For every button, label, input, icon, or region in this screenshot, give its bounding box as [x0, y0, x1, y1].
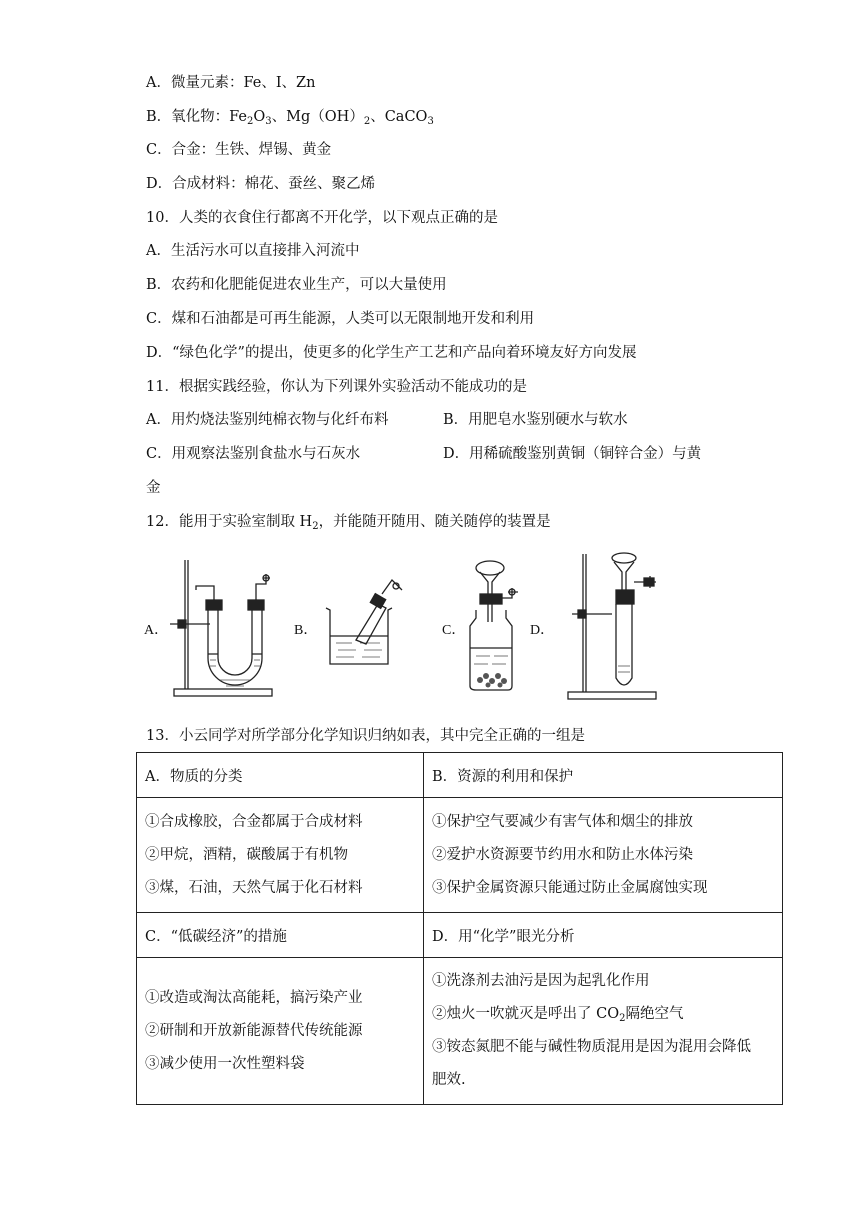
table-header-a: A．物质的分类 [137, 753, 424, 798]
q11-option-a: A．用灼烧法鉴别纯棉衣物与化纤布料 [146, 412, 389, 428]
label-b: B． [294, 623, 318, 638]
table-cell-b [424, 798, 783, 913]
list-item: ②研制和开放新能源替代传统能源 [145, 1022, 363, 1039]
q11-stem: 11．根据实践经验，你认为下列课外实验活动不能成功的是 [146, 379, 527, 395]
list-item: ③煤，石油，天然气属于化石材料 [145, 879, 363, 896]
list-item: ①洗涤剂去油污是因为起乳化作用 [432, 973, 650, 989]
table-cell-a [137, 798, 424, 913]
list-item: ③保护金属资源只能通过防止金属腐蚀实现 [432, 879, 708, 896]
apparatus-a-u-tube [170, 560, 272, 696]
q13-stem: 13．小云同学对所学部分化学知识归纳如表，其中完全正确的一组是 [146, 728, 585, 744]
table-cell-c [137, 958, 424, 1105]
q9-option-c: C．合金：生铁、焊锡、黄金 [146, 142, 332, 158]
q10-option-d: D．“绿色化学”的提出，使更多的化学生产工艺和产品向着环境友好方向发展 [146, 345, 637, 361]
q9-option-a: A．微量元素：Fe、I、Zn [146, 75, 316, 91]
q11-option-d-continued: 金 [146, 480, 161, 496]
q11-option-b: B．用肥皂水鉴别硬水与软水 [443, 412, 628, 428]
table-header-b: B．资源的利用和保护 [424, 753, 783, 798]
q11-option-d: D．用稀硫酸鉴别黄铜（铜锌合金）与黄 [443, 446, 702, 462]
q9-option-d: D．合成材料：棉花、蚕丝、聚乙烯 [146, 176, 376, 192]
list-item: ③减少使用一次性塑料袋 [145, 1055, 305, 1072]
q10-option-b: B．农药和化肥能促进农业生产，可以大量使用 [146, 277, 447, 293]
list-item: ②烛火一吹就灭是呼出了 $CO_2$隔绝空气 [432, 1006, 684, 1024]
table-header-c: C．“低碳经济”的措施 [137, 913, 424, 958]
apparatus-b-beaker [326, 580, 402, 664]
list-item: ①合成橡胶，合金都属于合成材料 [145, 813, 363, 830]
list-item: ②甲烷，酒精，碳酸属于有机物 [145, 846, 348, 863]
q10-option-c: C．煤和石油都是可再生能源，人类可以无限制地开发和利用 [146, 311, 535, 327]
apparatus-c-bottle [470, 561, 518, 690]
label-c: C． [442, 623, 466, 638]
label-a: A． [144, 623, 169, 638]
list-item: ③铵态氮肥不能与碱性物质混用是因为混用会降低 [432, 1039, 751, 1055]
list-item: ①保护空气要减少有害气体和烟尘的排放 [432, 813, 693, 830]
list-item: ①改造或淘汰高能耗，搞污染产业 [145, 989, 363, 1006]
q11-option-c: C．用观察法鉴别食盐水与石灰水 [146, 446, 361, 462]
q10-option-a: A．生活污水可以直接排入河流中 [146, 243, 360, 259]
label-d: D． [530, 623, 555, 638]
apparatus-d-test-tube [568, 553, 656, 699]
q12-apparatus-figure [140, 548, 780, 708]
table-header-d: D．用“化学”眼光分析 [424, 913, 783, 958]
list-item: ②爱护水资源要节约用水和防止水体污染 [432, 846, 693, 863]
list-item-continued: 肥效. [432, 1072, 466, 1088]
q10-stem: 10．人类的衣食住行都离不开化学，以下观点正确的是 [146, 210, 498, 226]
q9-option-b: B．氧化物：$Fe_2O_3$、$Mg(OH)_2$、CaCO$_3$ [146, 109, 434, 127]
table-cell-d [424, 958, 783, 1105]
q12-stem: 12．能用于实验室制取 $H_2$，并能随开随用、随关随停的装置是 [146, 514, 551, 532]
q13-knowledge-table [136, 752, 783, 1105]
